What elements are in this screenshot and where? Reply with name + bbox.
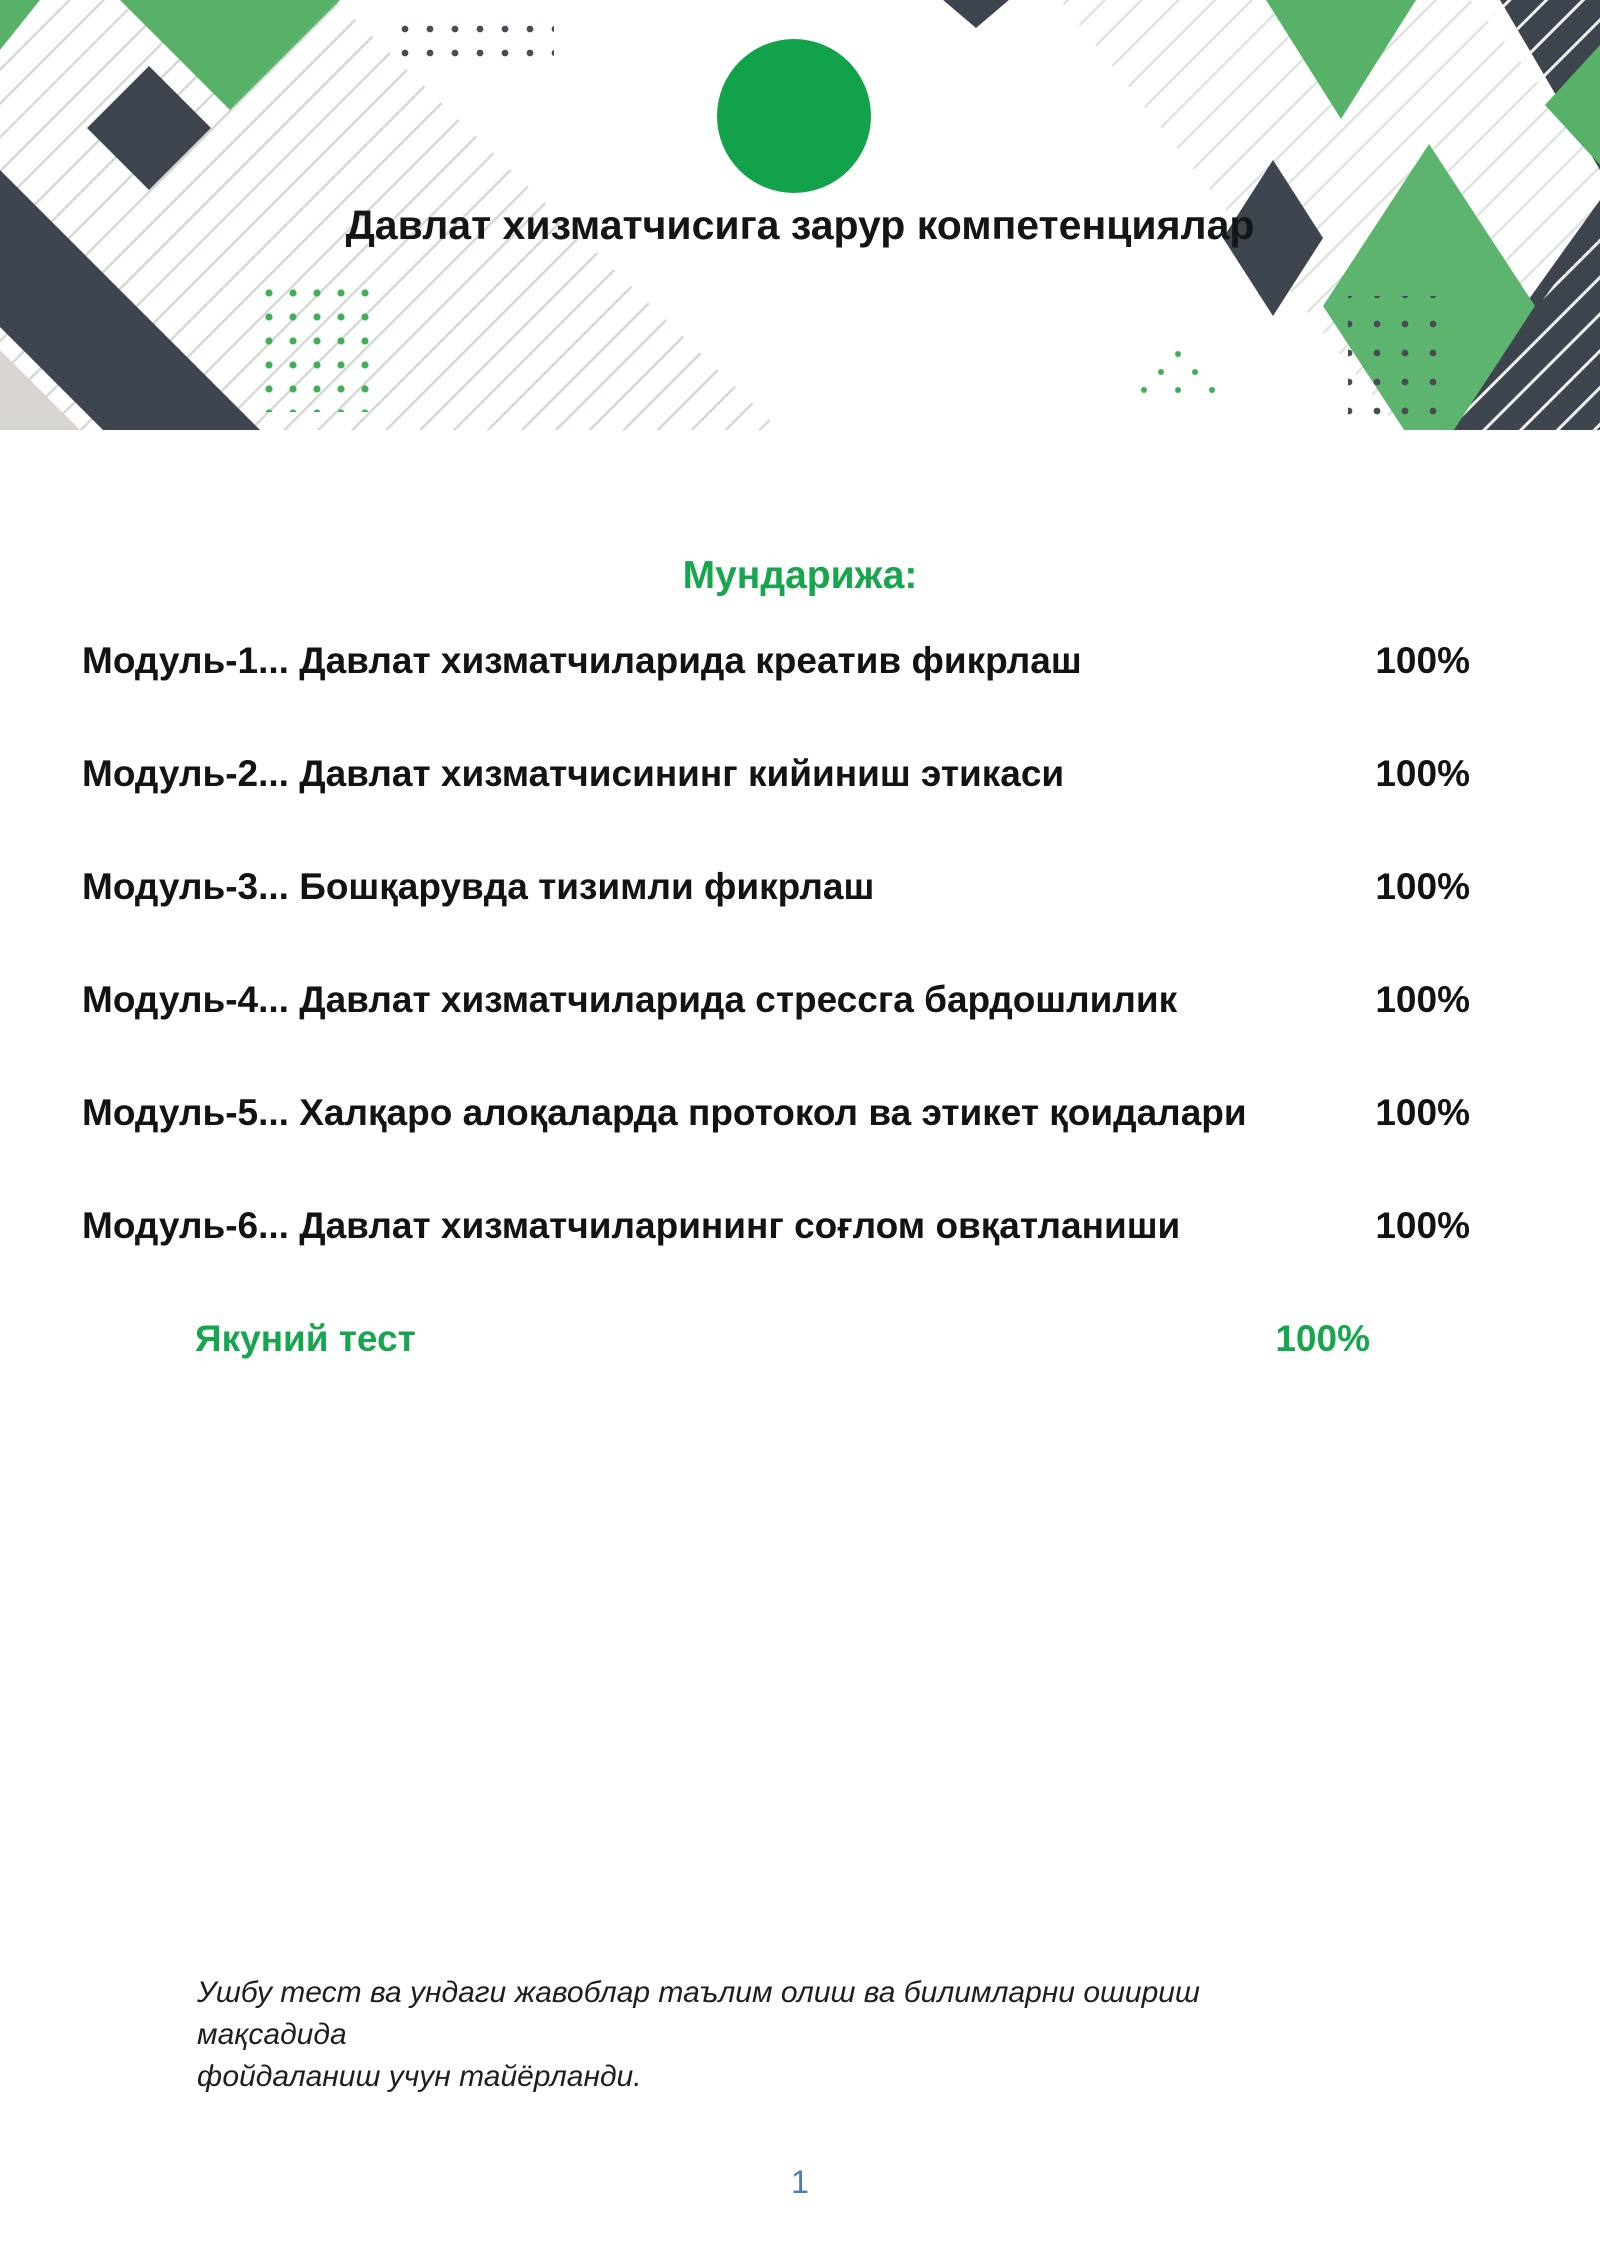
footer-note <box>197 1972 1317 2098</box>
page-title: Давлат хизматчисига зарур компетенциялар <box>345 202 1255 248</box>
footer-note-line1: Ушбу тест ва ундаги жавоблар таълим олиш ва билимларни ошириш мақсадида <box>197 1976 1200 2051</box>
toc-row-module-5 <box>82 1092 1470 1205</box>
table-of-contents <box>82 640 1470 1318</box>
toc-label: Модуль-1... Давлат хизматчиларида креатив фикрлаш <box>82 640 1082 681</box>
toc-label: Модуль-6... Давлат хизматчиларининг соғлом овқатланиши <box>82 1205 1181 1246</box>
footer-note-line2: фойдаланиш учун тайёрланди. <box>197 2060 642 2093</box>
green-circle-shape <box>717 39 871 193</box>
green-dot-cluster <box>1141 351 1215 393</box>
toc-progress: 100% <box>1375 1092 1470 1133</box>
toc-progress: 100% <box>1375 866 1470 907</box>
toc-row-module-1 <box>82 640 1470 753</box>
toc-label: Модуль-4... Давлат хизматчиларида стрессга бардошлилик <box>82 979 1178 1020</box>
green-dot-grid-left <box>258 282 378 412</box>
dark-dot-grid-diamond <box>1348 296 1450 424</box>
dark-dot-grid-top <box>386 20 554 70</box>
toc-progress: 100% <box>1375 979 1470 1020</box>
toc-label: Модуль-5... Халқаро алоқаларда протокол ва этикет қоидалари <box>82 1092 1247 1133</box>
toc-progress: 100% <box>1375 1205 1470 1246</box>
toc-row-module-3 <box>82 866 1470 979</box>
toc-row-module-6 <box>82 1205 1470 1318</box>
final-test-label: Якуний тест <box>195 1318 416 1359</box>
toc-label: Модуль-2... Давлат хизматчисининг кийиниш этикаси <box>82 753 1065 794</box>
toc-progress: 100% <box>1375 753 1470 794</box>
toc-row-final-test <box>195 1318 1370 1360</box>
contents-heading: Мундарижа: <box>682 554 918 597</box>
toc-row-module-4 <box>82 979 1470 1092</box>
final-test-progress: 100% <box>1275 1318 1370 1359</box>
page-number: 1 <box>791 2164 809 2200</box>
toc-label: Модуль-3... Бошқарувда тизимли фикрлаш <box>82 866 875 907</box>
dark-diamond-topcenter <box>936 0 1016 28</box>
toc-row-module-2 <box>82 753 1470 866</box>
toc-progress: 100% <box>1375 640 1470 681</box>
